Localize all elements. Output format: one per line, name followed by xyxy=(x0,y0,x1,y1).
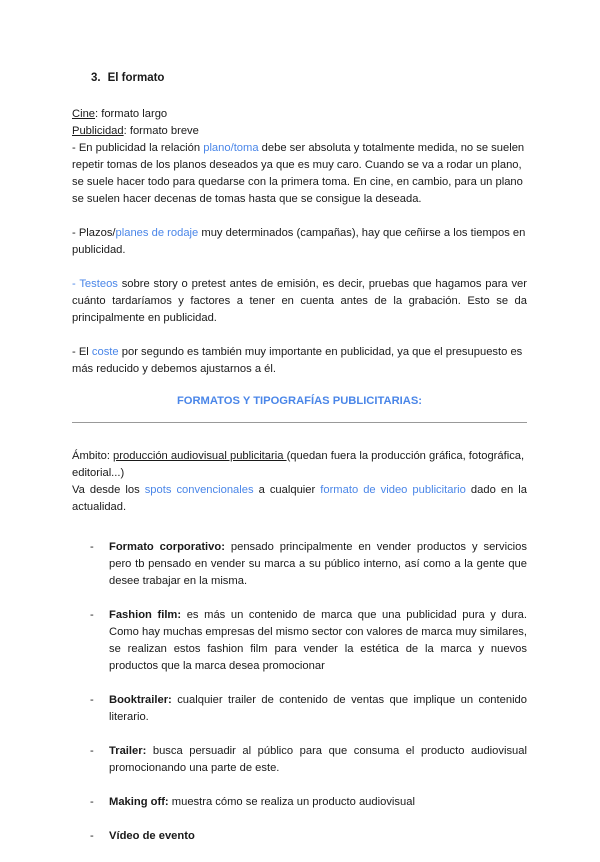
bullet-dash: - xyxy=(90,745,94,757)
p3-text-b: sobre story o pretest antes de emisión, es decir, pruebas que hagamos para ver cuánto tardaríamos y factores a tener en cuenta antes de la grabación. Esto se da principalmente en publicidad. xyxy=(72,278,527,324)
formats-list xyxy=(72,539,527,845)
list-item-text: muestra cómo se realiza un producto audiovisual xyxy=(168,796,415,808)
list-item-term: Booktrailer: xyxy=(109,694,172,706)
paragraph-testeos xyxy=(72,276,527,327)
va-desde-text-b: a cualquier xyxy=(253,484,321,496)
formats-title: FORMATOS Y TIPOGRAFÍAS PUBLICITARIAS: xyxy=(72,393,527,423)
link-coste[interactable]: coste xyxy=(91,346,119,358)
section-title: El formato xyxy=(107,72,165,84)
bullet-dash: - xyxy=(90,694,94,706)
list-item xyxy=(72,607,527,675)
list-item xyxy=(72,794,527,811)
list-item-term: Formato corporativo: xyxy=(109,541,225,553)
link-formato-video[interactable]: formato de video publicitario xyxy=(320,484,466,496)
section-heading xyxy=(91,70,527,87)
section-number: 3. xyxy=(91,72,101,84)
list-item-text: cualquier trailer de contenido de ventas que implique un contenido literario. xyxy=(109,694,527,723)
link-testeos[interactable]: - Testeos xyxy=(72,278,118,290)
va-desde-text-a: Va desde los xyxy=(72,484,145,496)
list-item-term: Fashion film: xyxy=(109,609,182,621)
paragraph-plazos xyxy=(72,225,527,259)
p1-text-a: - En publicidad la relación xyxy=(72,142,204,154)
list-item xyxy=(72,539,527,590)
paragraph-va-desde xyxy=(72,482,527,516)
bullet-dash: - xyxy=(90,796,94,808)
document-page xyxy=(72,70,527,862)
p1-text-b: debe ser absoluta y totalmente medida, no se suelen repetir tomas de los planos deseados ya que es muy caro. Cuando se va a rodar un plano, se suele hacer todo para quedarse con la primera toma. En cine, en cambio, para un plano se suelen hacer decenas de tomas hasta que se consigue la deseada. xyxy=(72,142,525,205)
paragraph-coste xyxy=(72,344,527,378)
link-spots-convencionales[interactable]: spots convencionales xyxy=(144,484,254,496)
publicidad-line xyxy=(72,123,527,140)
spacer xyxy=(72,327,527,344)
paragraph-plano-toma xyxy=(72,140,527,208)
cine-text: : formato largo xyxy=(95,108,168,120)
list-item xyxy=(72,692,527,726)
spacer xyxy=(72,208,527,225)
link-planes-de-rodaje[interactable]: planes de rodaje xyxy=(115,227,199,239)
ambito-underlined: producción audiovisual publicitaria xyxy=(113,450,287,462)
cine-line xyxy=(72,106,527,123)
list-item-text: es más un contenido de marca que una publicidad pura y dura. Como hay muchas empresas del mismo sector con valores de marca muy similares, se realizan estos fashion film para vender la estética de la marca y nuevos productos que la marca desea promocionar xyxy=(109,609,527,672)
list-item-text: busca persuadir al público para que consuma el producto audiovisual promocionando una parte de este. xyxy=(109,745,527,774)
link-plano-toma[interactable]: plano/toma xyxy=(203,142,259,154)
p4-text-a: - El xyxy=(72,346,92,358)
list-item xyxy=(72,828,527,845)
list-item-term: Vídeo de evento xyxy=(109,830,195,842)
ambito-text: (quedan fuera la producción gráfica, fotográfica, editorial...) xyxy=(72,450,525,479)
p4-text-b: por segundo es también muy importante en publicidad, ya que el presupuesto es más reducido y debemos ajustarnos a él. xyxy=(72,346,523,375)
bullet-dash: - xyxy=(90,541,94,553)
list-item-term: Trailer: xyxy=(109,745,147,757)
spacer xyxy=(72,259,527,276)
cine-label: Cine xyxy=(72,108,96,120)
publicidad-label: Publicidad xyxy=(72,125,124,137)
bullet-dash: - xyxy=(90,609,94,621)
paragraph-ambito xyxy=(72,448,527,482)
list-item xyxy=(72,743,527,777)
bullet-dash: - xyxy=(90,830,94,842)
p2-text-b: muy determinados (campañas), hay que ceñirse a los tiempos en publicidad. xyxy=(72,227,526,256)
list-item-term: Making off: xyxy=(109,796,169,808)
list-item-text: pensado principalmente en vender productos y servicios pero tb pensado en vender su marca a su público interno, así como a la gente que desee trabajar en la misma. xyxy=(109,541,527,587)
p2-text-a: - Plazos/ xyxy=(72,227,116,239)
ambito-label: Ámbito: xyxy=(72,450,114,462)
publicidad-text: : formato breve xyxy=(123,125,199,137)
va-desde-text-c: dado en la actualidad. xyxy=(72,484,527,513)
